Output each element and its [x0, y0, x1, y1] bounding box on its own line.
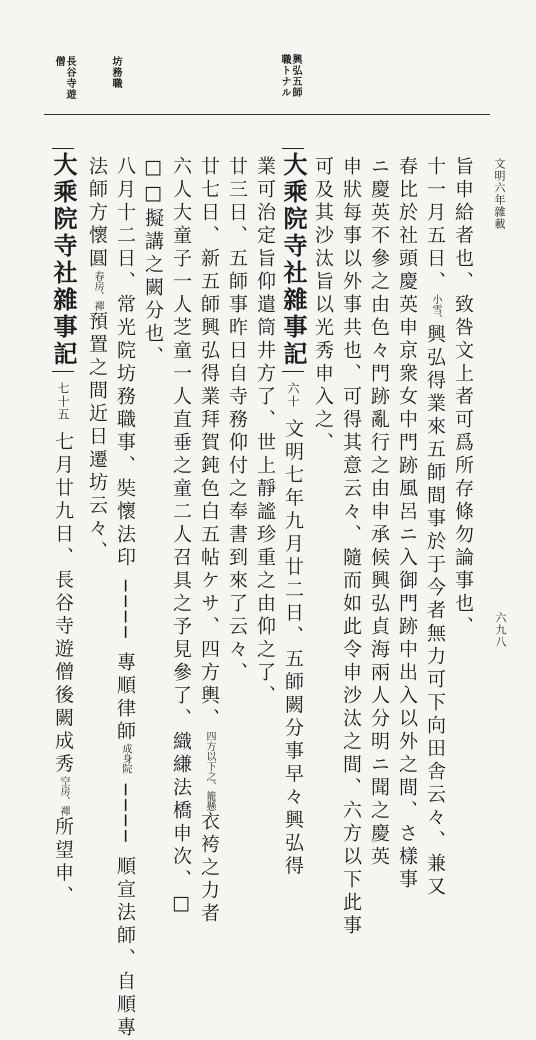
text-line: 旨申給者也、致咎文上者可爲所存條勿論事也、: [452, 156, 474, 639]
margin-note-left-line: 長谷寺遊: [64, 56, 75, 100]
text-column: [86, 156, 108, 756]
text-line: 六人大童子一人芝童一人直垂之童二人召具之予見參了、織縑法橋申次、□: [170, 156, 192, 918]
text-line: 八月十二日、常光院坊務職事、奘懷法印: [114, 156, 136, 570]
margin-note-right: [279, 54, 301, 98]
text-line: 文明七年九月廿二日、五師闕分事早々興弘得: [282, 418, 304, 879]
interlinear-note: 小雪、: [430, 294, 441, 324]
text-line: 衣袴之力者: [198, 811, 220, 926]
text-line: 預置之間近日遷坊云々、: [86, 311, 108, 564]
text-line: 七月廿九日、長谷寺遊僧後闕成秀: [52, 431, 74, 777]
source-title: 大乘院寺社雜事記: [282, 148, 304, 372]
margin-note-right-line: 興弘五師: [290, 54, 301, 98]
text-column: [424, 156, 446, 899]
interlinear-note: 成身院: [120, 743, 131, 774]
header-rule: [44, 114, 490, 115]
text-column: [198, 156, 220, 926]
margin-note-left: [53, 56, 75, 100]
text-column: [170, 156, 192, 918]
text-column: [226, 156, 248, 756]
text-column-with-source: [279, 148, 308, 879]
margin-note-middle-line: 坊務職: [110, 56, 121, 89]
text-column: [368, 156, 390, 869]
text-column: [142, 156, 164, 756]
margin-note-middle: [110, 56, 121, 89]
margin-note-right-line: 職トナル: [279, 54, 290, 98]
text-line: 廿三日、五師事昨日自寺務仰付之奉書到來了云々、: [226, 156, 248, 685]
text-column: [452, 156, 474, 756]
interlinear-note: 春房、禪: [92, 271, 103, 311]
text-column: [254, 156, 276, 756]
text-column: [396, 156, 418, 892]
text-line: □□擬講之闕分也、: [142, 156, 164, 369]
text-line: ニ慶英不參之由色々門跡亂行之由申承候興弘貞海兩人分明ニ聞之慶英: [368, 156, 390, 869]
text-line: 十一月五日、: [424, 156, 446, 294]
interlinear-note: 籠懸: [204, 791, 215, 811]
text-column: [340, 156, 362, 938]
source-volume: 七十五: [56, 382, 70, 422]
text-column: [312, 156, 334, 756]
text-line: 所望申、: [52, 816, 74, 909]
page-number: 六九八: [494, 612, 507, 648]
margin-note-left-line: 僧: [53, 56, 64, 67]
text-line: 業可治定旨仰遣筒井方了、世上靜謐珍重之由仰之了、: [254, 156, 276, 708]
source-volume: 六十: [286, 382, 300, 409]
text-line: 申狀每事以外事共也、可得其意云々、隨而如此令申沙汰之間、六方以下此事: [340, 156, 362, 938]
text-line: 興弘得業來五師間事於于今者無力可下向田舎云々、兼又: [424, 324, 446, 899]
text-line: ──── 順宣法師、自順專: [114, 773, 136, 1040]
text-line: 廿七日、新五師興弘得業拜賀鈍色白五帖ケサ、四方輿、: [198, 156, 220, 731]
source-title: 大乘院寺社雜事記: [52, 148, 74, 372]
running-head: 文明六年雜載: [493, 158, 506, 230]
text-column: [114, 156, 136, 1040]
text-line: ──── 專順律師: [114, 570, 136, 744]
interlinear-note: 空房、禪: [58, 776, 69, 817]
text-line: 春比於社頭慶英申京衆女中門跡風呂ニ入御門跡中出入以外之間、さ樣事: [396, 156, 418, 892]
text-column-with-source: [49, 148, 78, 909]
text-line: 可及其沙汰旨以光秀申入之、: [312, 156, 334, 455]
text-line: 法師方懷圓: [86, 156, 108, 271]
interlinear-note: 四方以下之、: [204, 731, 215, 791]
